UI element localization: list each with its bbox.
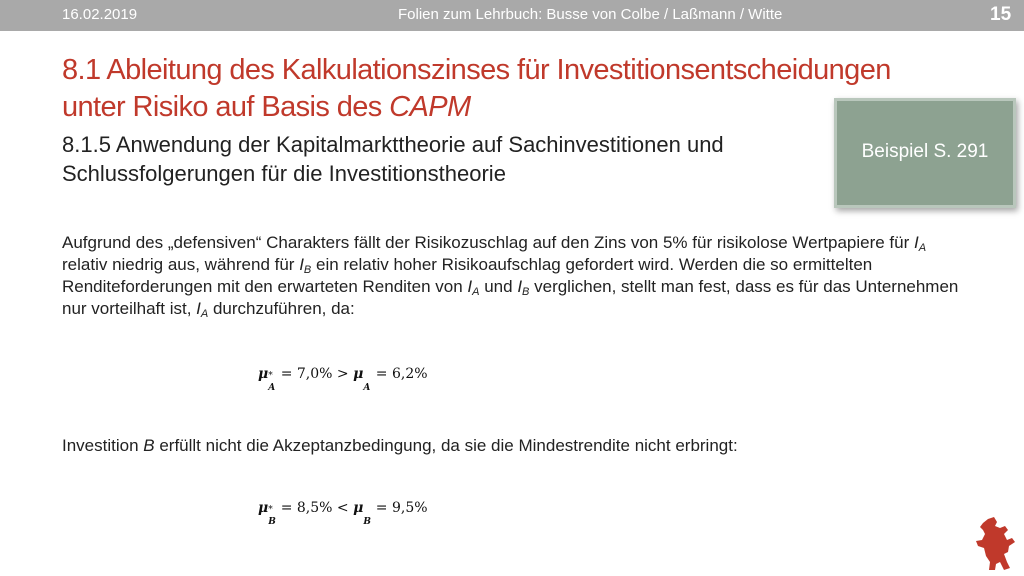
investment-i-a: I — [913, 233, 919, 252]
slide-title-line1: 8.1 Ableitung des Kalkulationszinses für Investitionsentscheidungen — [62, 54, 891, 86]
header-date: 16.02.2019 — [62, 6, 138, 23]
body-paragraph — [62, 232, 962, 320]
paragraph-text-2: relativ niedrig aus, während für — [62, 255, 300, 274]
formula-a-sub: A — [268, 383, 276, 393]
example-reference-box — [834, 98, 1016, 208]
slide-subtitle — [62, 130, 842, 188]
formula-b — [258, 500, 428, 527]
formula-a-star: * — [268, 371, 273, 381]
subtitle-line2: Schlussfolgerungen für die Investitionstheorie — [62, 161, 506, 186]
example-reference-label: Beispiel S. 291 — [861, 141, 989, 162]
investment-i-a-2: I — [467, 277, 473, 296]
paragraph-text-1: Aufgrund des „defensiven“ Charakters fällt der Risikozuschlag auf den Zins von 5% für risikolose Wertpapiere für — [62, 233, 914, 252]
formula-b-part2: = 9,5% — [371, 500, 428, 516]
slide-title-line2 — [62, 89, 942, 126]
berlin-bear-icon — [974, 516, 1018, 572]
header-footer-title: Folien zum Lehrbuch: Busse von Colbe / Laßmann / Witte — [398, 6, 783, 23]
formula-a-mu: μ — [353, 366, 364, 382]
paragraph-text-3: ein relativ hoher Risikoaufschlag gefordert wird. Werden die so ermittelten Renditeforderungen mit den erwarteten Renditen von — [62, 255, 873, 296]
formula-b-mu-star: μ — [258, 500, 269, 516]
acceptance-suffix: erfüllt nicht die Akzeptanzbedingung, da sie die Mindestrendite nicht erbringt: — [154, 436, 738, 455]
paragraph-text-6: durchzuführen, da: — [208, 299, 355, 318]
formula-a-part2: = 6,2% — [371, 366, 428, 382]
investment-i-a-3: I — [196, 299, 201, 318]
subscript-a-3: A — [200, 308, 209, 320]
header-bar — [0, 0, 1024, 31]
investment-i-b-2: I — [517, 277, 523, 296]
formula-b-mu: μ — [353, 500, 364, 516]
acceptance-prefix: Investition — [62, 436, 144, 455]
investment-i-b: I — [299, 255, 304, 274]
slide-title-capm: CAPM — [389, 91, 471, 123]
paragraph-text-5: verglichen, stellt man fest, dass es für das Unternehmen nur vorteilhaft ist, — [62, 277, 959, 318]
formula-b-part1: = 8,5% < — [276, 500, 354, 516]
formula-a-part1: = 7,0% > — [276, 366, 354, 382]
subscript-b-2: B — [522, 286, 530, 298]
formula-b-sub-2: B — [363, 517, 371, 527]
formula-b-sub: B — [268, 517, 276, 527]
page-number: 15 — [990, 4, 1012, 25]
subscript-a: A — [918, 242, 927, 254]
subtitle-line1: 8.1.5 Anwendung der Kapitalmarkttheorie auf Sachinvestitionen und — [62, 132, 724, 157]
slide-title-line2-text: unter Risiko auf Basis des — [62, 91, 390, 123]
formula-b-star: * — [268, 505, 273, 515]
paragraph-text-4: und — [479, 277, 518, 296]
subscript-a-2: A — [472, 286, 480, 298]
slide-title — [62, 52, 942, 126]
formula-a-sub-2: A — [363, 383, 371, 393]
formula-a — [258, 366, 428, 393]
formula-a-mu-star: μ — [258, 366, 269, 382]
acceptance-investment-b: B — [143, 436, 155, 455]
subscript-b: B — [303, 264, 312, 276]
acceptance-statement — [62, 436, 962, 456]
